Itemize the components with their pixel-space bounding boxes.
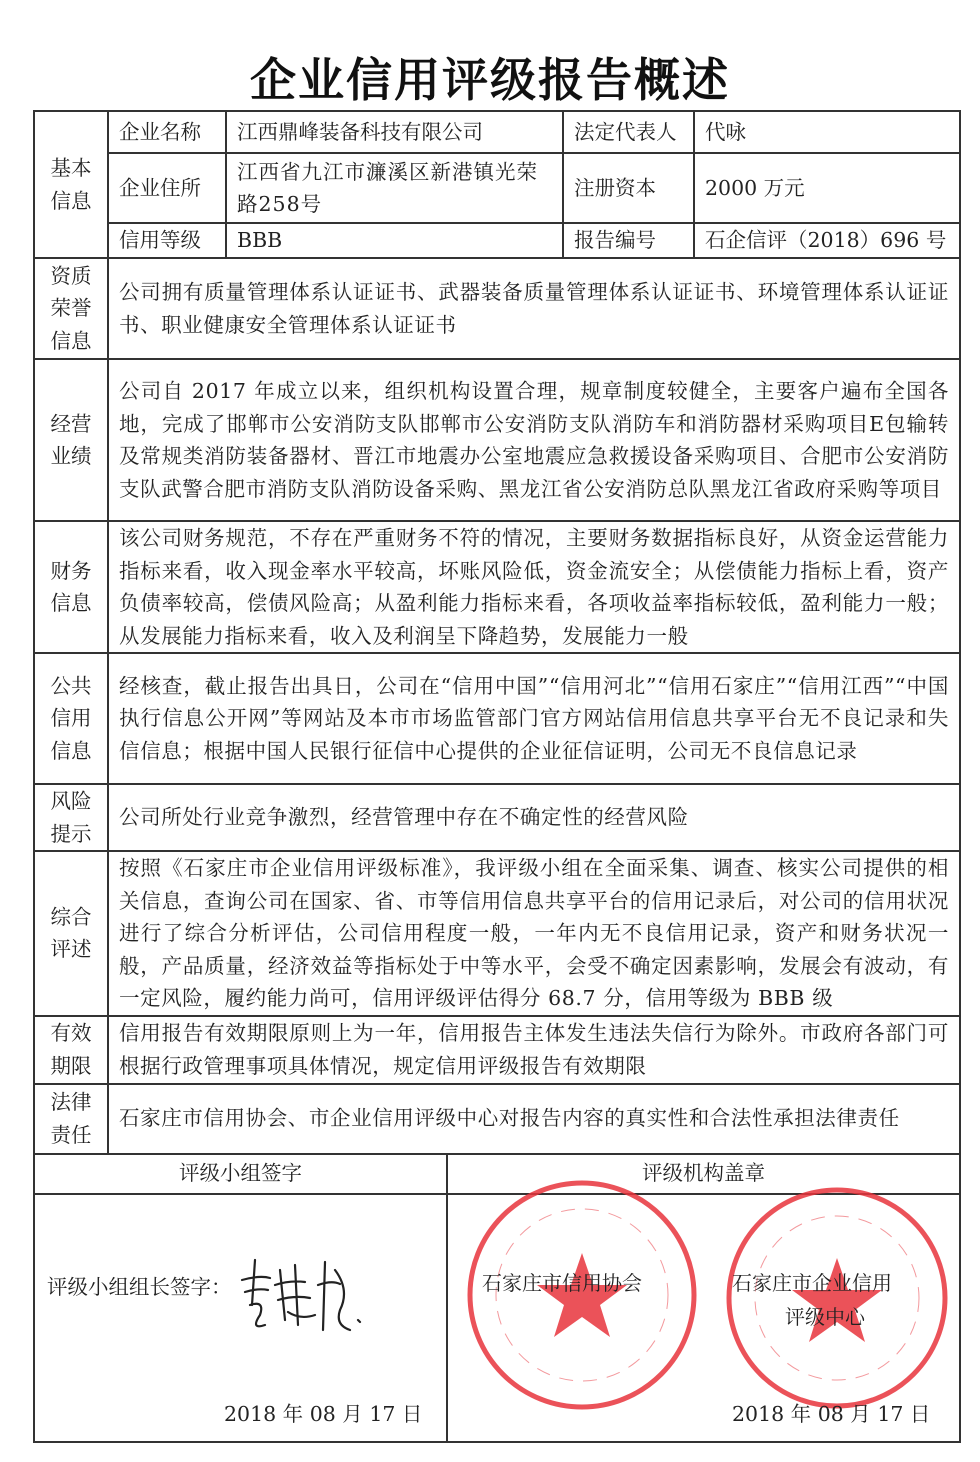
leader-sign-label: 评级小组组长签字： xyxy=(47,1274,232,1299)
report-number: 石企信评（2018）696 号 xyxy=(694,223,960,258)
section-text: 按照《石家庄市企业信用评级标准》，我评级小组在全面采集、调查、核实公司提供的相关信息，查询公司在国家、省、市等信用信息共享平台的信用记录后，对公司的信用状况进行了综合分析评估，公司信用程度一般，一年内无不良信用记录，资产和财务状况一般，产品质量，经济效益等指标处于中等水平，会受不确定因素影响，发展会有波动，有一定风险，履约能力尚可，信用评级评估得分 68.7 分，信用等级为 BBB 级 xyxy=(108,851,960,1016)
row-address xyxy=(34,153,960,223)
section-label: 综合评述 xyxy=(34,851,108,1016)
registered-capital: 2000 万元 xyxy=(694,153,960,223)
sign-row xyxy=(34,1194,960,1442)
rep-label: 法定代表人 xyxy=(563,111,694,153)
grade-label: 信用等级 xyxy=(108,223,226,258)
handwritten-signature xyxy=(240,1250,370,1340)
report-table xyxy=(33,110,961,1155)
org2-name-line1: 石家庄市企业信用 xyxy=(732,1270,892,1295)
company-name: 江西鼎峰装备科技有限公司 xyxy=(226,111,563,153)
company-address: 江西省九江市濂溪区新港镇光荣路258号 xyxy=(226,153,563,223)
credit-grade: BBB xyxy=(226,223,563,258)
org-stamp-cell xyxy=(447,1194,960,1442)
section-label: 财务信息 xyxy=(34,521,108,653)
section-row xyxy=(34,851,960,1016)
sign-table xyxy=(33,1153,961,1443)
section-text: 石家庄市信用协会、市企业信用评级中心对报告内容的真实性和合法性承担法律责任 xyxy=(108,1084,960,1154)
section-text: 公司自 2017 年成立以来，组织机构设置合理，规章制度较健全，主要客户遍布全国各地，完成了邯郸市公安消防支队邯郸市公安消防支队消防车和消防器材采购项目E包输转及常规类消防装备器材、晋江市地震办公室地震应急救援设备采购项目、合肥市公安消防支队武警合肥市消防支队消防设备采购、黑龙江省公安消防总队黑龙江省政府采购等项目 xyxy=(108,359,960,521)
report-no-label: 报告编号 xyxy=(563,223,694,258)
section-text: 该公司财务规范，不存在严重财务不符的情况，主要财务数据指标良好，从资金运营能力指标来看，收入现金率水平较高，坏账风险低，资金流安全；从偿债能力指标上看，资产负债率较高，偿债风险高；从盈利能力指标来看，各项收益率指标较低，盈利能力一般；从发展能力指标来看，收入及利润呈下降趋势，发展能力一般 xyxy=(108,521,960,653)
section-text: 信用报告有效期限原则上为一年，信用报告主体发生违法失信行为除外。市政府各部门可根据行政管理事项具体情况，规定信用评级报告有效期限 xyxy=(108,1016,960,1084)
section-row xyxy=(34,521,960,653)
org2-name-line2: 评级中心 xyxy=(785,1304,865,1329)
legal-rep: 代咏 xyxy=(694,111,960,153)
section-row xyxy=(34,784,960,851)
org-stamp-date: 2018 年 08 月 17 日 xyxy=(732,1402,931,1426)
section-text: 公司所处行业竞争激烈，经营管理中存在不确定性的经营风险 xyxy=(108,784,960,851)
section-row xyxy=(34,258,960,359)
section-text: 公司拥有质量管理体系认证证书、武器装备质量管理体系认证证书、环境管理体系认证证书、职业健康安全管理体系认证证书 xyxy=(108,258,960,359)
page-title: 企业信用评级报告概述 xyxy=(250,53,730,107)
row-grade xyxy=(34,223,960,258)
section-label: 法律责任 xyxy=(34,1084,108,1154)
team-sign-cell xyxy=(34,1194,447,1442)
section-row xyxy=(34,653,960,784)
team-sign-header: 评级小组签字 xyxy=(34,1154,447,1194)
address-label: 企业住所 xyxy=(108,153,226,223)
section-label: 有效期限 xyxy=(34,1016,108,1084)
report-body xyxy=(33,110,959,1443)
section-text: 经核查，截止报告出具日，公司在“信用中国”“信用河北”“信用石家庄”“信用江西”“中国执行信息公开网”等网站及本市市场监管部门官方网站信用信息共享平台无不良记录和失信信息；根据中国人民银行征信中心提供的企业征信证明，公司无不良信息记录 xyxy=(108,653,960,784)
org1-name: 石家庄市信用协会 xyxy=(482,1270,642,1295)
section-row xyxy=(34,1016,960,1084)
section-label: 经营业绩 xyxy=(34,359,108,521)
name-label: 企业名称 xyxy=(108,111,226,153)
section-label: 风险提示 xyxy=(34,784,108,851)
section-row xyxy=(34,359,960,521)
row-name xyxy=(34,111,960,153)
org-stamp-header: 评级机构盖章 xyxy=(447,1154,960,1194)
basic-section-label: 基本信息 xyxy=(34,111,108,258)
section-row xyxy=(34,1084,960,1154)
capital-label: 注册资本 xyxy=(563,153,694,223)
section-label: 公共信用信息 xyxy=(34,653,108,784)
section-label: 资质荣誉信息 xyxy=(34,258,108,359)
team-sign-date: 2018 年 08 月 17 日 xyxy=(224,1402,423,1426)
